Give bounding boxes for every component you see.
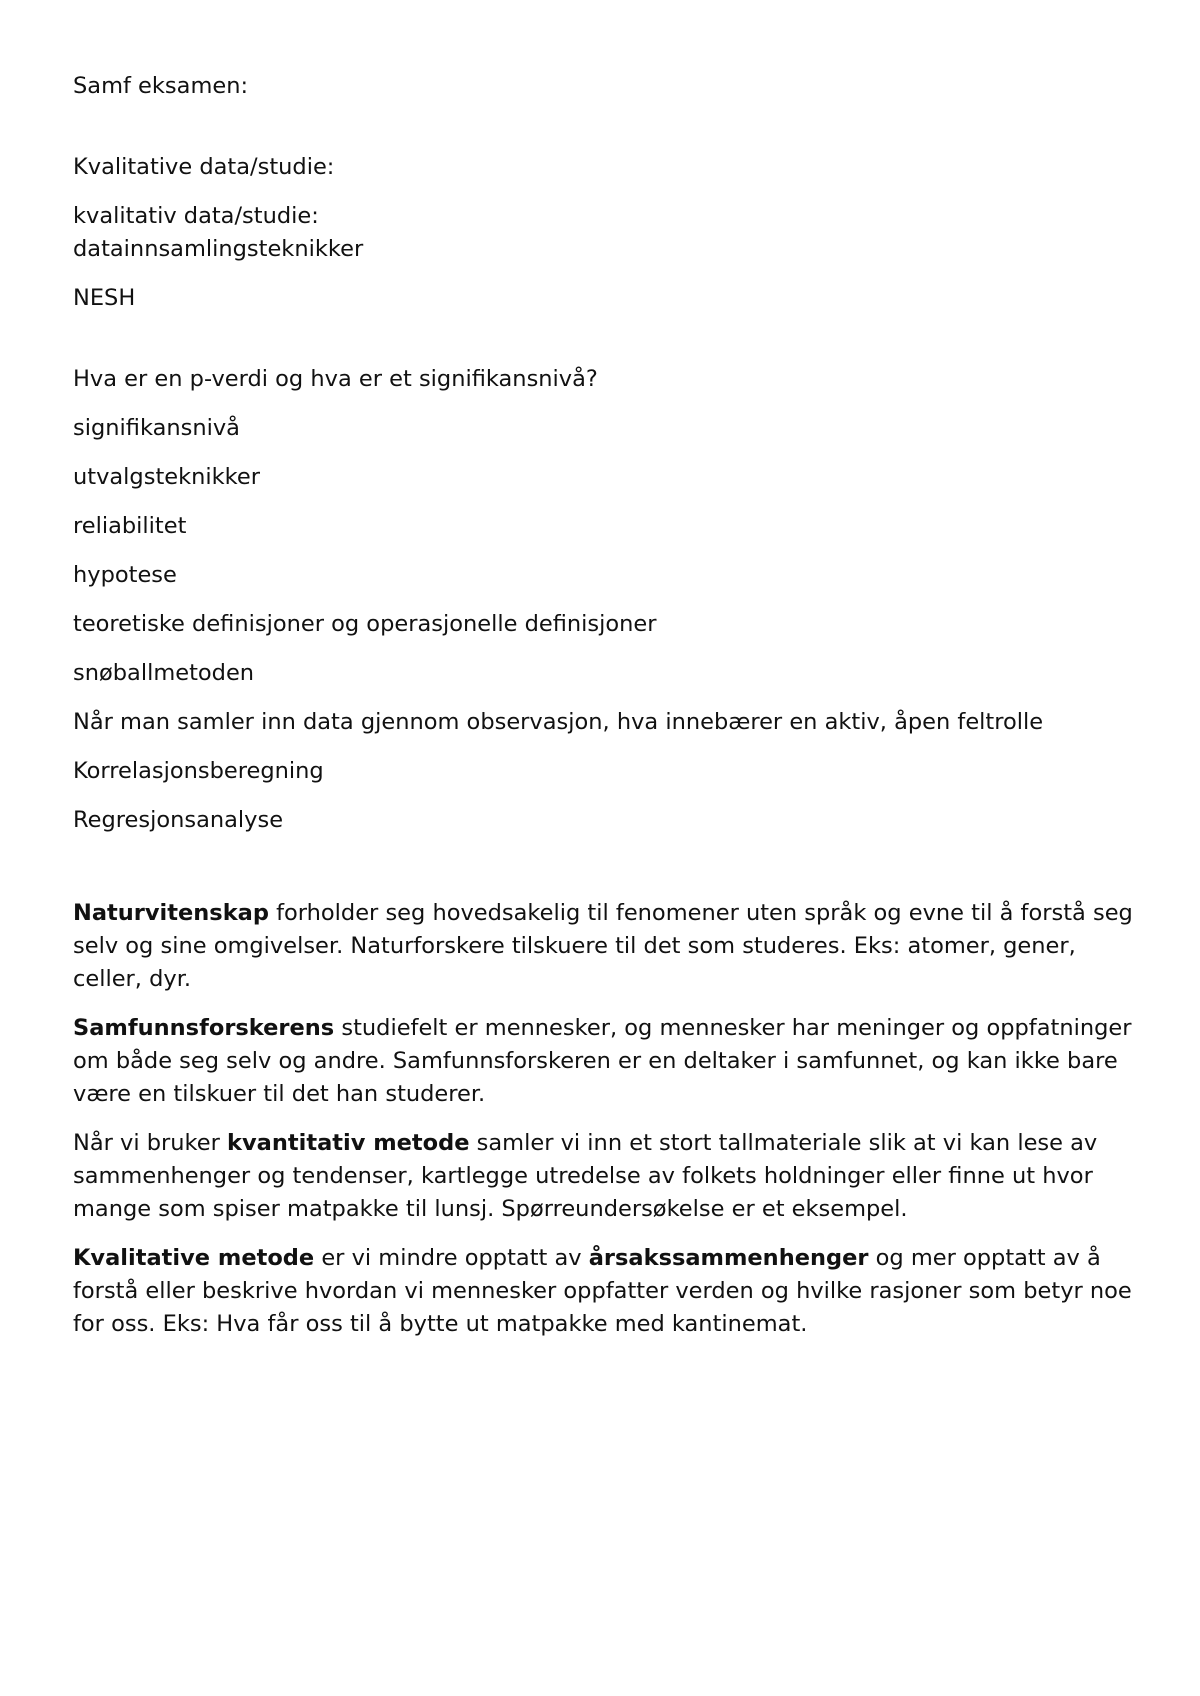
document-page: [73, 70, 1153, 1357]
topic-line: Korrelasjonsberegning: [73, 758, 324, 784]
spacer: [73, 184, 1153, 200]
topic-line: Regresjonsanalyse: [73, 807, 284, 833]
topic-line: Hva er en p-verdi og hva er et signifikansnivå?: [73, 366, 598, 392]
paragraph-samfunnsforskerens: [73, 1012, 1143, 1111]
topic-line: teoretiske definisjoner og operasjonelle definisjoner: [73, 611, 657, 637]
term-kvalitative-metode: Kvalitative metode: [73, 1245, 315, 1271]
paragraph-text: Når vi bruker: [73, 1130, 228, 1156]
spacer: [73, 315, 1153, 363]
term-arsakssammenhenger: årsakssammenhenger: [588, 1245, 869, 1271]
term-samfunnsforskerens: Samfunnsforskerens: [73, 1015, 335, 1041]
paragraph-text: studiefelt er mennesker, og mennesker har meninger og oppfatninger om både seg selv og andre. Samfunnsforskeren er en deltaker i samfunnet, og kan ikke bare være en tilskuer til det han studerer.: [73, 1015, 1132, 1107]
term-naturvitenskap: Naturvitenskap: [73, 900, 269, 926]
term-kvantitativ-metode: kvantitativ metode: [227, 1130, 470, 1156]
paragraph-naturvitenskap: [73, 897, 1143, 996]
spacer: [73, 103, 1153, 151]
topic-line: reliabilitet: [73, 513, 187, 539]
document-heading: Samf eksamen:: [73, 73, 249, 99]
qualitative-title: Kvalitative data/studie:: [73, 154, 335, 180]
topic-line: utvalgsteknikker: [73, 464, 260, 490]
paragraph-text: og mer opptatt av å forstå eller beskrive hvordan vi mennesker oppfatter verden og hvilke rasjoner som betyr noe for oss. Eks: Hva får oss til å bytte ut matpakke med kantinemat.: [73, 1245, 1132, 1337]
spacer: [73, 266, 1153, 282]
spacer: [73, 837, 1153, 897]
paragraph-kvalitativ: [73, 1242, 1143, 1341]
paragraph-text: forholder seg hovedsakelig til fenomener uten språk og evne til å forstå seg selv og sine omgivelser. Naturforskere tilskuere til det som studeres. Eks: atomer, gener, celler, dyr.: [73, 900, 1133, 992]
topic-line: Når man samler inn data gjennom observasjon, hva innebærer en aktiv, åpen feltrolle: [73, 709, 1044, 735]
topic-line: snøballmetoden: [73, 660, 255, 686]
paragraph-text: er vi mindre opptatt av: [314, 1245, 589, 1271]
paragraph-text: samler vi inn et stort tallmateriale slik at vi kan lese av sammenhenger og tendenser, kartlegge utredelse av folkets holdninger eller finne ut hvor mange som spiser matpakke til lunsj. Spørreundersøkelse er et eksempel.: [73, 1130, 1098, 1222]
topic-line: signifikansnivå: [73, 415, 240, 441]
qualitative-sub-1: kvalitativ data/studie:: [73, 203, 319, 229]
topic-line: hypotese: [73, 562, 177, 588]
qualitative-sub-2: datainnsamlingsteknikker: [73, 236, 364, 262]
nesh-line: NESH: [73, 285, 136, 311]
paragraph-kvantitativ: [73, 1127, 1143, 1226]
